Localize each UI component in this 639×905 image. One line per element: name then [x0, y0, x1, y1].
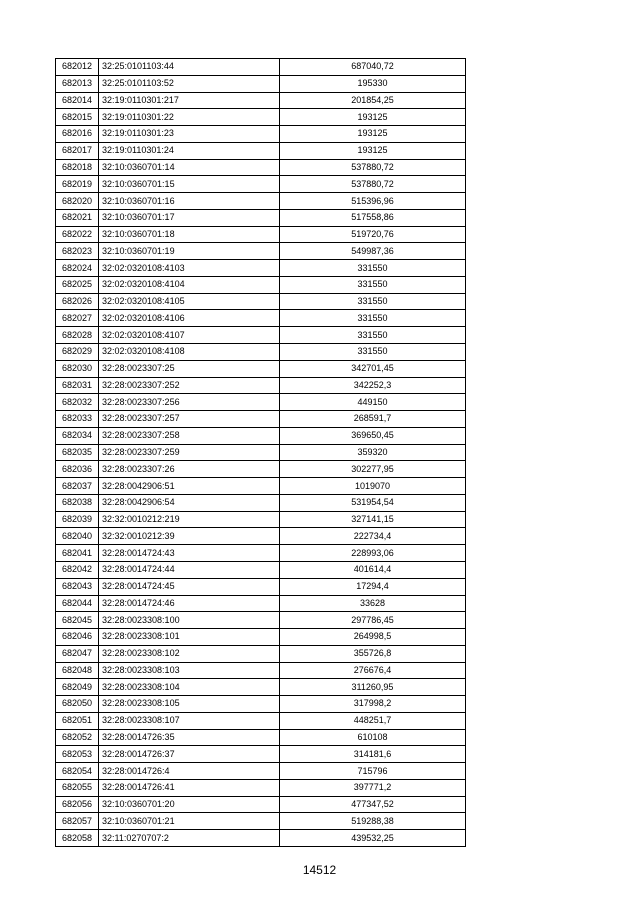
- table-row: [56, 260, 466, 277]
- table-row: [56, 729, 466, 746]
- cadastral-number-cell: 32:28:0023308:100: [99, 612, 280, 629]
- cadastral-number-cell: 32:10:0360701:14: [99, 159, 280, 176]
- value-cell: 193125: [280, 126, 466, 143]
- row-number-cell: 682033: [56, 411, 99, 428]
- row-number-cell: 682050: [56, 696, 99, 713]
- row-number-cell: 682052: [56, 729, 99, 746]
- cadastral-number-cell: 32:25:0101103:44: [99, 59, 280, 76]
- value-cell: 342701,45: [280, 360, 466, 377]
- row-number-cell: 682025: [56, 276, 99, 293]
- value-cell: 397771,2: [280, 779, 466, 796]
- cadastral-number-cell: 32:28:0023307:252: [99, 377, 280, 394]
- cadastral-number-cell: 32:19:0110301:217: [99, 92, 280, 109]
- cadastral-number-cell: 32:28:0014726:4: [99, 763, 280, 780]
- value-cell: 195330: [280, 75, 466, 92]
- cadastral-number-cell: 32:19:0110301:23: [99, 126, 280, 143]
- row-number-cell: 682031: [56, 377, 99, 394]
- cadastral-number-cell: 32:02:0320108:4108: [99, 344, 280, 361]
- row-number-cell: 682041: [56, 545, 99, 562]
- value-cell: 449150: [280, 394, 466, 411]
- table-row: [56, 92, 466, 109]
- cadastral-number-cell: 32:10:0360701:19: [99, 243, 280, 260]
- cadastral-number-cell: 32:19:0110301:22: [99, 109, 280, 126]
- row-number-cell: 682053: [56, 746, 99, 763]
- row-number-cell: 682036: [56, 461, 99, 478]
- table-row: [56, 276, 466, 293]
- cadastral-number-cell: 32:10:0360701:18: [99, 226, 280, 243]
- cadastral-number-cell: 32:28:0023308:104: [99, 679, 280, 696]
- cadastral-number-cell: 32:32:0010212:39: [99, 528, 280, 545]
- table-row: [56, 293, 466, 310]
- cadastral-number-cell: 32:28:0014724:46: [99, 595, 280, 612]
- value-cell: 448251,7: [280, 712, 466, 729]
- table-row: [56, 461, 466, 478]
- value-cell: 331550: [280, 276, 466, 293]
- table-row: [56, 779, 466, 796]
- row-number-cell: 682014: [56, 92, 99, 109]
- row-number-cell: 682030: [56, 360, 99, 377]
- table-row: [56, 176, 466, 193]
- value-cell: 687040,72: [280, 59, 466, 76]
- table-row: [56, 712, 466, 729]
- value-cell: 331550: [280, 260, 466, 277]
- table-row: [56, 796, 466, 813]
- cadastral-number-cell: 32:28:0023307:257: [99, 411, 280, 428]
- value-cell: 1019070: [280, 478, 466, 495]
- row-number-cell: 682012: [56, 59, 99, 76]
- cadastral-number-cell: 32:28:0042906:54: [99, 494, 280, 511]
- value-cell: 193125: [280, 142, 466, 159]
- table-row: [56, 746, 466, 763]
- value-cell: 228993,06: [280, 545, 466, 562]
- cadastral-number-cell: 32:28:0023308:107: [99, 712, 280, 729]
- cadastral-number-cell: 32:28:0014724:44: [99, 561, 280, 578]
- value-cell: 317998,2: [280, 696, 466, 713]
- page-number: 14512: [302, 863, 337, 877]
- cadastral-number-cell: 32:28:0023308:105: [99, 696, 280, 713]
- cadastral-number-cell: 32:25:0101103:52: [99, 75, 280, 92]
- value-cell: 222734,4: [280, 528, 466, 545]
- value-cell: 519720,76: [280, 226, 466, 243]
- cadastral-number-cell: 32:32:0010212:219: [99, 511, 280, 528]
- row-number-cell: 682026: [56, 293, 99, 310]
- cadastral-number-cell: 32:19:0110301:24: [99, 142, 280, 159]
- value-cell: 359320: [280, 444, 466, 461]
- cadastral-number-cell: 32:10:0360701:17: [99, 209, 280, 226]
- cadastral-number-cell: 32:10:0360701:20: [99, 796, 280, 813]
- value-cell: 331550: [280, 293, 466, 310]
- table-row: [56, 394, 466, 411]
- row-number-cell: 682037: [56, 478, 99, 495]
- row-number-cell: 682045: [56, 612, 99, 629]
- table-row: [56, 679, 466, 696]
- table-row: [56, 411, 466, 428]
- row-number-cell: 682038: [56, 494, 99, 511]
- row-number-cell: 682056: [56, 796, 99, 813]
- value-cell: 515396,96: [280, 193, 466, 210]
- row-number-cell: 682024: [56, 260, 99, 277]
- cadastral-number-cell: 32:28:0014726:41: [99, 779, 280, 796]
- cadastral-number-cell: 32:02:0320108:4106: [99, 310, 280, 327]
- row-number-cell: 682013: [56, 75, 99, 92]
- table-row: [56, 612, 466, 629]
- table-row: [56, 344, 466, 361]
- table-body: [56, 59, 466, 847]
- table-row: [56, 662, 466, 679]
- cadastral-number-cell: 32:28:0014724:43: [99, 545, 280, 562]
- row-number-cell: 682015: [56, 109, 99, 126]
- cadastral-number-cell: 32:28:0023308:103: [99, 662, 280, 679]
- table-row: [56, 310, 466, 327]
- row-number-cell: 682058: [56, 830, 99, 847]
- table-row: [56, 478, 466, 495]
- table-row: [56, 243, 466, 260]
- value-cell: 439532,25: [280, 830, 466, 847]
- row-number-cell: 682017: [56, 142, 99, 159]
- table-row: [56, 595, 466, 612]
- table-row: [56, 360, 466, 377]
- table-row: [56, 511, 466, 528]
- value-cell: 302277,95: [280, 461, 466, 478]
- value-cell: 610108: [280, 729, 466, 746]
- cadastral-number-cell: 32:10:0360701:16: [99, 193, 280, 210]
- cadastral-number-cell: 32:28:0023308:102: [99, 645, 280, 662]
- table-row: [56, 327, 466, 344]
- row-number-cell: 682029: [56, 344, 99, 361]
- cadastral-number-cell: 32:02:0320108:4104: [99, 276, 280, 293]
- value-cell: 201854,25: [280, 92, 466, 109]
- cadastral-number-cell: 32:28:0023308:101: [99, 629, 280, 646]
- value-cell: 715796: [280, 763, 466, 780]
- row-number-cell: 682032: [56, 394, 99, 411]
- value-cell: 268591,7: [280, 411, 466, 428]
- value-cell: 297786,45: [280, 612, 466, 629]
- cadastral-number-cell: 32:28:0023307:25: [99, 360, 280, 377]
- table-row: [56, 209, 466, 226]
- table-row: [56, 59, 466, 76]
- value-cell: 276676,4: [280, 662, 466, 679]
- row-number-cell: 682049: [56, 679, 99, 696]
- value-cell: 477347,52: [280, 796, 466, 813]
- row-number-cell: 682035: [56, 444, 99, 461]
- cadastral-number-cell: 32:02:0320108:4103: [99, 260, 280, 277]
- value-cell: 331550: [280, 310, 466, 327]
- value-cell: 193125: [280, 109, 466, 126]
- value-cell: 519288,38: [280, 813, 466, 830]
- table-row: [56, 427, 466, 444]
- cadastral-number-cell: 32:28:0014726:35: [99, 729, 280, 746]
- row-number-cell: 682018: [56, 159, 99, 176]
- row-number-cell: 682054: [56, 763, 99, 780]
- cadastral-value-table: [55, 58, 466, 847]
- table-row: [56, 696, 466, 713]
- value-cell: 264998,5: [280, 629, 466, 646]
- row-number-cell: 682022: [56, 226, 99, 243]
- table-row: [56, 629, 466, 646]
- table-row: [56, 193, 466, 210]
- row-number-cell: 682023: [56, 243, 99, 260]
- table-row: [56, 226, 466, 243]
- table-row: [56, 763, 466, 780]
- value-cell: 355726,8: [280, 645, 466, 662]
- table-row: [56, 159, 466, 176]
- value-cell: 342252,3: [280, 377, 466, 394]
- table-row: [56, 75, 466, 92]
- row-number-cell: 682016: [56, 126, 99, 143]
- cadastral-number-cell: 32:28:0023307:26: [99, 461, 280, 478]
- table-row: [56, 830, 466, 847]
- row-number-cell: 682039: [56, 511, 99, 528]
- row-number-cell: 682055: [56, 779, 99, 796]
- value-cell: 17294,4: [280, 578, 466, 595]
- table-row: [56, 578, 466, 595]
- table-row: [56, 528, 466, 545]
- table-row: [56, 561, 466, 578]
- value-cell: 531954,54: [280, 494, 466, 511]
- cadastral-number-cell: 32:28:0014724:45: [99, 578, 280, 595]
- cadastral-number-cell: 32:10:0360701:21: [99, 813, 280, 830]
- value-cell: 327141,15: [280, 511, 466, 528]
- table-row: [56, 377, 466, 394]
- value-cell: 537880,72: [280, 159, 466, 176]
- value-cell: 33628: [280, 595, 466, 612]
- value-cell: 331550: [280, 344, 466, 361]
- row-number-cell: 682028: [56, 327, 99, 344]
- cadastral-number-cell: 32:02:0320108:4107: [99, 327, 280, 344]
- cadastral-number-cell: 32:02:0320108:4105: [99, 293, 280, 310]
- table-row: [56, 645, 466, 662]
- value-cell: 331550: [280, 327, 466, 344]
- table-row: [56, 494, 466, 511]
- row-number-cell: 682020: [56, 193, 99, 210]
- value-cell: 537880,72: [280, 176, 466, 193]
- row-number-cell: 682034: [56, 427, 99, 444]
- table-row: [56, 444, 466, 461]
- value-cell: 369650,45: [280, 427, 466, 444]
- row-number-cell: 682044: [56, 595, 99, 612]
- value-cell: 517558,86: [280, 209, 466, 226]
- row-number-cell: 682057: [56, 813, 99, 830]
- row-number-cell: 682043: [56, 578, 99, 595]
- value-cell: 549987,36: [280, 243, 466, 260]
- row-number-cell: 682040: [56, 528, 99, 545]
- cadastral-number-cell: 32:28:0014726:37: [99, 746, 280, 763]
- table-row: [56, 142, 466, 159]
- row-number-cell: 682047: [56, 645, 99, 662]
- table-row: [56, 813, 466, 830]
- table-row: [56, 109, 466, 126]
- value-cell: 314181,6: [280, 746, 466, 763]
- cadastral-number-cell: 32:10:0360701:15: [99, 176, 280, 193]
- row-number-cell: 682048: [56, 662, 99, 679]
- row-number-cell: 682021: [56, 209, 99, 226]
- cadastral-number-cell: 32:28:0023307:259: [99, 444, 280, 461]
- row-number-cell: 682042: [56, 561, 99, 578]
- cadastral-number-cell: 32:28:0023307:256: [99, 394, 280, 411]
- row-number-cell: 682051: [56, 712, 99, 729]
- value-cell: 311260,95: [280, 679, 466, 696]
- table-row: [56, 545, 466, 562]
- row-number-cell: 682046: [56, 629, 99, 646]
- cadastral-number-cell: 32:28:0023307:258: [99, 427, 280, 444]
- cadastral-number-cell: 32:11:0270707:2: [99, 830, 280, 847]
- row-number-cell: 682019: [56, 176, 99, 193]
- row-number-cell: 682027: [56, 310, 99, 327]
- value-cell: 401614,4: [280, 561, 466, 578]
- cadastral-number-cell: 32:28:0042906:51: [99, 478, 280, 495]
- table-row: [56, 126, 466, 143]
